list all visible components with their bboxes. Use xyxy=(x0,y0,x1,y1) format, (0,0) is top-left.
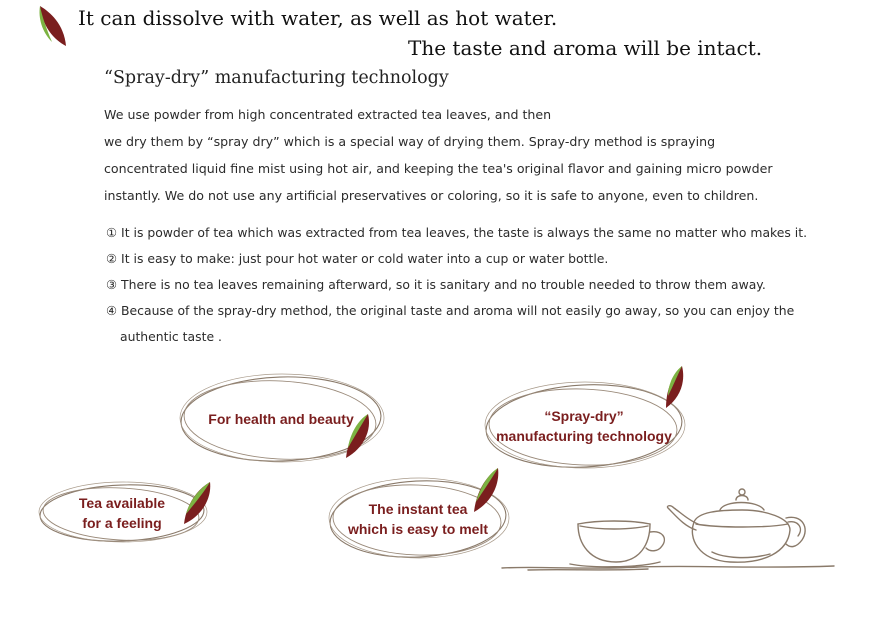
bubble-tea-feeling xyxy=(36,480,208,546)
description-paragraph xyxy=(104,101,864,209)
paragraph-line: concentrated liquid fine mist using hot air, and keeping the tea's original flavor and gaining micro powder xyxy=(104,161,773,176)
bubble-label-line1: The instant tea xyxy=(368,501,468,517)
paragraph-line: We use powder from high concentrated extracted tea leaves, and then xyxy=(104,107,552,122)
headline-line-1: It can dissolve with water, as well as hot water. xyxy=(78,6,558,30)
list-item: ② It is easy to make: just pour hot water or cold water into a cup or water bottle. xyxy=(106,251,609,266)
feature-list xyxy=(106,220,866,350)
list-item-continuation: authentic taste . xyxy=(120,329,222,344)
tea-leaf-icon xyxy=(342,412,376,462)
bubble-label-line2: manufacturing technology xyxy=(496,428,672,444)
teapot-and-cup-illustration xyxy=(498,482,838,574)
bubble-label-line2: for a feeling xyxy=(82,515,162,531)
tea-leaf-icon xyxy=(180,480,214,528)
list-item: ④ Because of the spray-dry method, the original taste and aroma will not easily go away, so you can enjoy the xyxy=(106,303,795,318)
headline-line-2: The taste and aroma will be intact. xyxy=(408,36,763,60)
bubble-label-line2: which is easy to melt xyxy=(347,521,489,537)
bubble-spray-dry xyxy=(482,380,686,472)
bubble-label-line1: “Spray-dry” xyxy=(544,408,624,424)
tea-leaf-icon xyxy=(664,364,686,412)
bubble-label: For health and beauty xyxy=(208,411,354,427)
bubble-health-beauty xyxy=(176,372,386,466)
paragraph-line: we dry them by “spray dry” which is a special way of drying them. Spray-dry method is spraying xyxy=(104,134,716,149)
paragraph-line: instantly. We do not use any artificial preservatives or coloring, so it is safe to anyone, even to children. xyxy=(104,188,759,203)
list-item: ③ There is no tea leaves remaining afterward, so it is sanitary and no trouble needed to throw them away. xyxy=(106,277,766,292)
bubble-label-line1: Tea available xyxy=(78,495,166,511)
list-item: ① It is powder of tea which was extracted from tea leaves, the taste is always the same no matter who makes it. xyxy=(106,225,808,240)
tea-leaf-icon xyxy=(34,2,74,50)
section-subheading: “Spray-dry” manufacturing technology xyxy=(104,68,449,88)
bubble-instant-tea xyxy=(326,476,510,562)
